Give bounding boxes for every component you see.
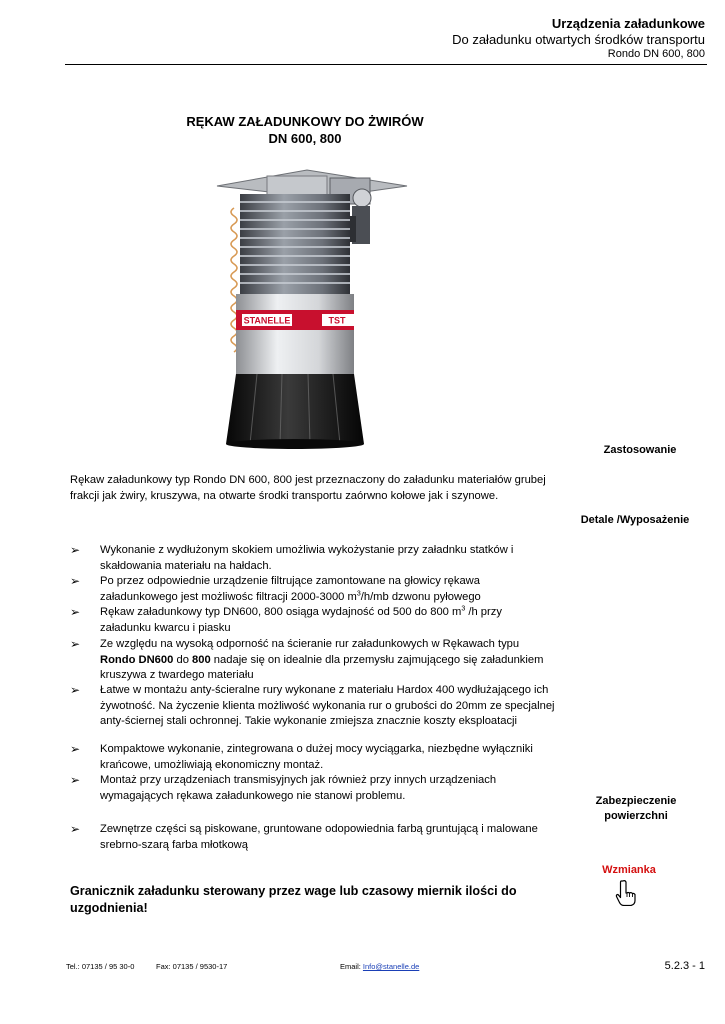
- list-item-text: Wykonanie z wydłużonym skokiem umożliwia wykożystanie przy załadnku statków i skałdowania materiału na hałdach.: [100, 544, 514, 572]
- section-label-surface-line2: powierzchni: [604, 810, 668, 822]
- document-title: RĘKAW ZAŁADUNKOWY DO ŻWIRÓW: [186, 114, 424, 129]
- section-label-details: Detale /Wyposażenie: [580, 514, 690, 526]
- intro-paragraph: Rękaw załadunkowy typ Rondo DN 600, 800 jest przeznaczony do załadunku materiałów grubej frakcji jak żwiry, kruszywa, na otwarte środki transportu zaórwno kołowe jak i szynowe.: [70, 474, 546, 502]
- footer-email: [340, 962, 419, 971]
- page-number: 5.2.3 - 1: [664, 960, 705, 972]
- header-divider: [65, 64, 707, 65]
- header-model: Rondo DN 600, 800: [607, 48, 705, 60]
- section-label-application: Zastosowanie: [603, 444, 677, 456]
- section-label-surface-line1: Zabezpieczenie: [595, 795, 677, 807]
- pointing-hand-icon: [615, 880, 637, 906]
- list-item-text: Zewnętrze części są piskowane, gruntowane odopowiednia farbą gruntującą i malowane srebrno-szarą farba młotkową: [100, 823, 538, 851]
- footer-fax: Fax: 07135 / 9530-17: [156, 962, 228, 971]
- footer-email-label: Email:: [340, 962, 363, 971]
- loading-spout-photo: [212, 168, 412, 453]
- header-category: Urządzenia załadunkowe: [551, 16, 705, 31]
- list-item-text: Po przez odpowiednie urządzenie filtrujące zamontowane na głowicy rękawa załadunkowego jest możliwośc filtracji 2000-3000 $m^3/h/mb$ dzwonu pyłowego: [100, 575, 481, 603]
- bullet-arrow-icon: ➢: [70, 742, 81, 756]
- list-item-text: Montaż przy urządzeniach transmisyjnych jak również przy innych urządzeniach wymagających rękawa załadunkowego nie stanowi problemu.: [100, 774, 497, 802]
- footer-phone: Tel.: 07135 / 95 30-0: [66, 962, 135, 971]
- bullet-arrow-icon: ➢: [70, 605, 81, 619]
- list-item-text: Ze względu na wysoką odporność na ścieranie rur załadunkowych w Rękawach typu Rondo DN600 do 800 nadaje się on idealnie dla przemysłu zajmującego się załadunkiem kruszywa z twardego materiału: [100, 638, 544, 681]
- list-item-text: Rękaw załadunkowy typ DN600, 800 osiąga wydajność od 500 do 800 $m^3$ /h przy załadunku kwarcu i piasku: [100, 605, 502, 634]
- bullet-arrow-icon: ➢: [70, 773, 81, 787]
- bullet-arrow-icon: ➢: [70, 683, 81, 697]
- bullet-arrow-icon: ➢: [70, 637, 81, 651]
- bullet-arrow-icon: ➢: [70, 822, 81, 836]
- bullet-arrow-icon: ➢: [70, 574, 81, 588]
- bullet-arrow-icon: ➢: [70, 543, 81, 557]
- list-item-text: Kompaktowe wykonanie, zintegrowana o dużej mocy wyciągarka, niezbędne wyłączniki krańcowe, umożliwiają ekonomiczny montaż.: [100, 743, 533, 771]
- document-title-size: DN 600, 800: [268, 131, 342, 146]
- svg-text:STANELLE: STANELLE: [243, 315, 291, 326]
- list-item-text: Łatwe w montażu anty-ścieralne rury wykonane z materiału Hardox 400 wydłużającego ich żywotność. Na życzenie klienta możliwość wykonania rur o grubości do 20mm ze specjalnej anty-ściernej stali ochronnej. Takie wykonanie zmiejsza znacznie koszty eksploatacji: [100, 684, 555, 727]
- note-text: Granicznik załadunku sterowany przez wage lub czasowy miernik ilości do uzgodnienia!: [70, 884, 517, 915]
- svg-text:TST: TST: [328, 315, 346, 326]
- section-label-note: Wzmianka: [602, 864, 656, 876]
- section-label-surface: [566, 794, 706, 824]
- email-link[interactable]: Info@stanelle.de: [362, 962, 420, 971]
- header-subtitle: Do załadunku otwartych środków transportu: [452, 32, 705, 47]
